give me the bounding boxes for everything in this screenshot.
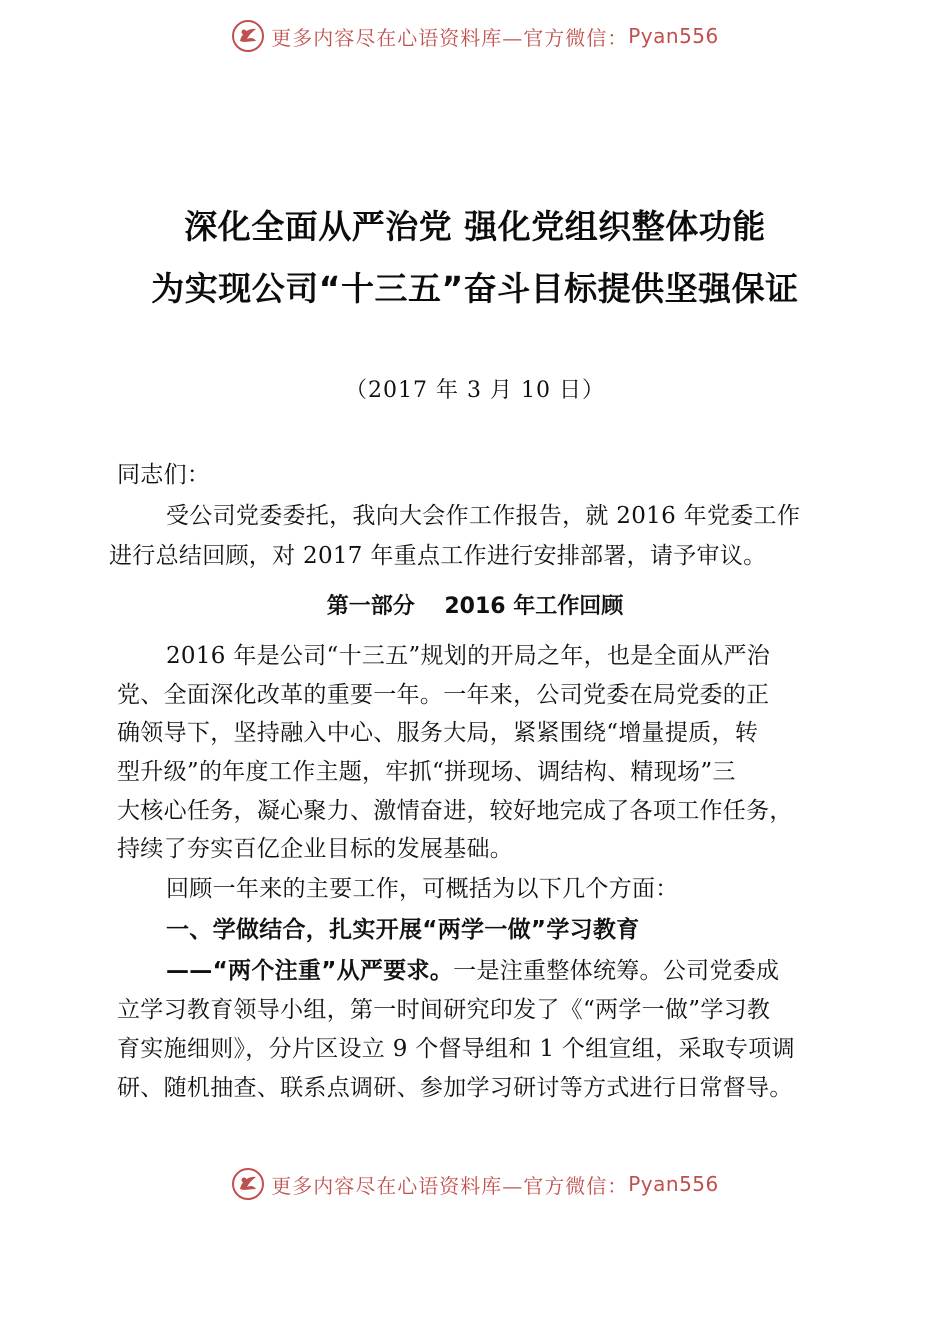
paragraph-line: 党、全面深化改革的重要一年。一年来，公司党委在局党委的正 — [117, 682, 770, 708]
banner-text: 更多内容尽在心语资料库—官方微信： — [271, 1173, 629, 1198]
paragraph-line: 回顾一年来的主要工作，可概括为以下几个方面： — [166, 876, 679, 902]
banner-wechat-id: Pyan556 — [628, 24, 719, 48]
paragraph-line: 大核心任务，凝心聚力、激情奋进，较好地完成了各项工作任务， — [117, 798, 793, 824]
intro-line: 进行总结回顾，对 2017 年重点工作进行安排部署，请予审议。 — [109, 543, 767, 569]
logo-icon — [231, 19, 265, 53]
document-date: （2017 年 3 月 10 日） — [345, 378, 605, 403]
intro-line: 受公司党委委托，我向大会作工作报告，就 2016 年党委工作 — [166, 503, 801, 529]
banner-wechat-id: Pyan556 — [628, 1172, 719, 1196]
paragraph-line: 2016 年是公司“十三五”规划的开局之年，也是全面从严治 — [166, 643, 771, 669]
footer-banner — [0, 1164, 950, 1204]
paragraph-line-first — [166, 956, 779, 986]
paragraph-line: 立学习教育领导小组，第一时间研究印发了《“两学一做”学习教 — [117, 997, 771, 1023]
paragraph-line: 持续了夯实百亿企业目标的发展基础。 — [117, 836, 514, 862]
document-title-line1: 深化全面从严治党 强化党组织整体功能 — [184, 207, 766, 246]
part1-heading: 第一部分 2016 年工作回顾 — [326, 594, 624, 619]
paragraph-line: 型升级”的年度工作主题，牢抓“拼现场、调结构、精现场”三 — [117, 759, 736, 785]
logo-icon — [231, 1167, 265, 1201]
paragraph-line: 育实施细则》，分片区设立 9 个督导组和 1 个组宣组，采取专项调 — [117, 1036, 795, 1062]
paragraph-line: 研、随机抽查、联系点调研、参加学习研讨等方式进行日常督导。 — [117, 1075, 793, 1101]
header-banner — [0, 16, 950, 56]
sub-heading: 一、学做结合，扎实开展“两学一做”学习教育 — [166, 917, 640, 943]
paragraph-text: 一是注重整体统筹。公司党委成 — [453, 958, 780, 984]
emphasis-text: ——“两个注重”从严要求。 — [166, 958, 454, 984]
paragraph-line: 确领导下，坚持融入中心、服务大局，紧紧围绕“增量提质，转 — [117, 720, 759, 746]
salutation: 同志们： — [117, 462, 211, 488]
banner-text: 更多内容尽在心语资料库—官方微信： — [271, 25, 629, 50]
document-title-line2: 为实现公司“十三五”奋斗目标提供坚强保证 — [151, 269, 799, 308]
